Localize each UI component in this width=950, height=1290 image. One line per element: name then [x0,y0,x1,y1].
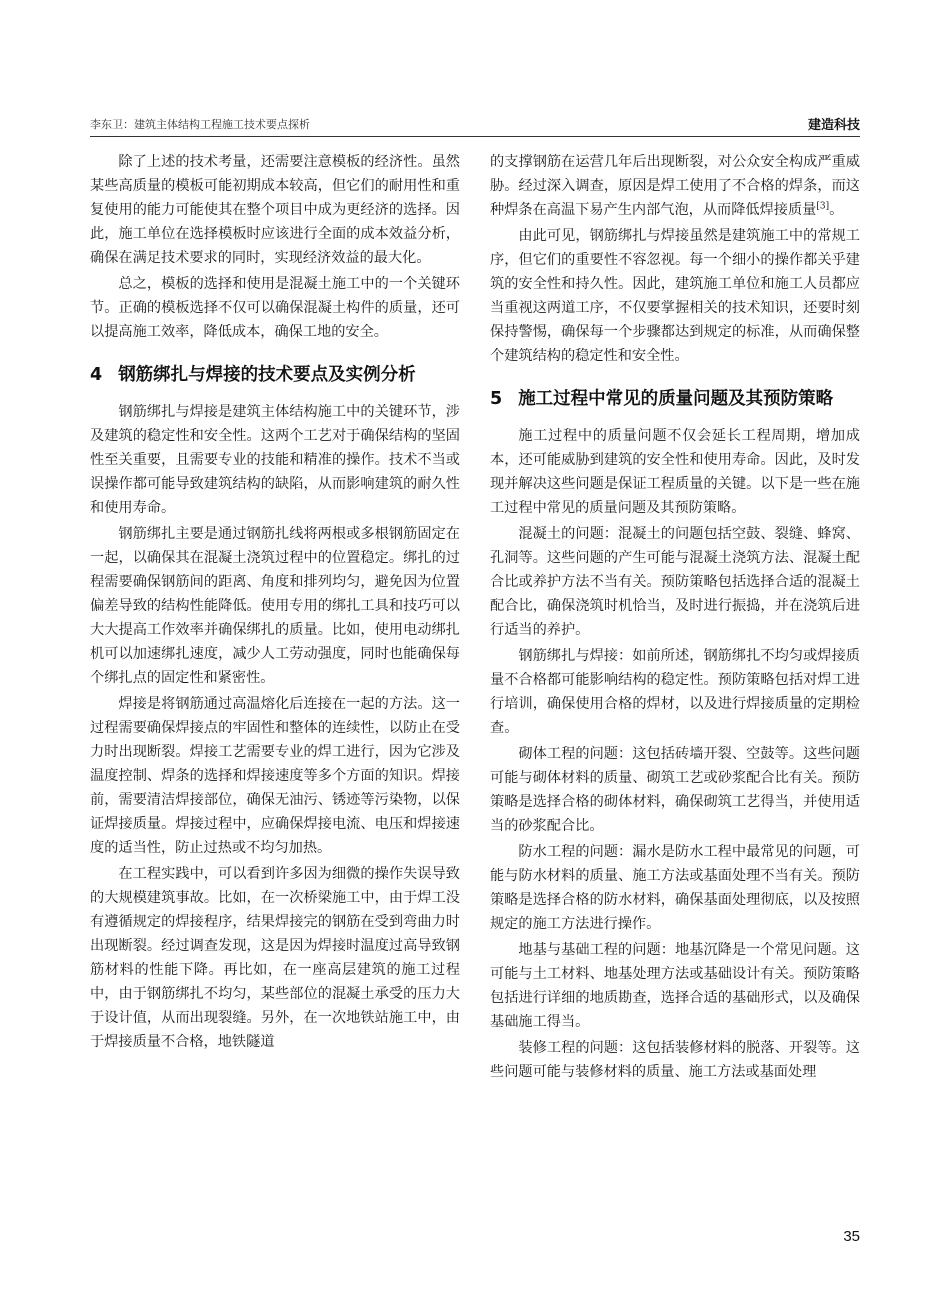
paragraph: 施工过程中的质量问题不仅会延长工程周期，增加成本，还可能威胁到建筑的安全性和使用寿命。因此，及时发现并解决这些问题是保证工程质量的关键。以下是一些在施工过程中常见的质量问题及其预防策略。 [490,428,860,516]
paragraph: 钢筋绑扎主要是通过钢筋扎线将两根或多根钢筋固定在一起，以确保其在混凝土浇筑过程中的位置稳定。绑扎的过程需要确保钢筋间的距离、角度和排列均匀，避免因为位置偏差导致的结构性能降低。使用专用的绑扎工具和技巧可以大大提高工作效率并确保绑扎的质量。比如，使用电动绑扎机可以加速绑扎速度，减少人工劳动强度，同时也能确保每个绑扎点的固定性和紧密性。 [90,526,460,686]
paragraph: 混凝土的问题：混凝土的问题包括空鼓、裂缝、蜂窝、孔洞等。这些问题的产生可能与混凝土浇筑方法、混凝土配合比或养护方法不当有关。预防策略包括选择合适的混凝土配合比，确保浇筑时机恰当，及时进行振捣，并在浇筑后进行适当的养护。 [490,526,860,638]
running-header [90,112,860,137]
paragraph: 焊接是将钢筋通过高温熔化后连接在一起的方法。这一过程需要确保焊接点的牢固性和整体的连续性，以防止在受力时出现断裂。焊接工艺需要专业的焊工进行，因为它涉及温度控制、焊条的选择和焊接速度等多个方面的知识。焊接前，需要清洁焊接部位，确保无油污、锈迹等污染物，以保证焊接质量。焊接过程中，应确保焊接电流、电压和焊接速度的适当性，防止过热或不均匀加热。 [90,696,460,856]
section-number: 4 [90,365,103,385]
page-number: 35 [843,1228,860,1245]
paragraph-text: 的支撑钢筋在运营几年后出现断裂，对公众安全构成严重威胁。经过深入调查，原因是焊工使用了不合格的焊条，而这种焊条在高温下易产生内部气泡，从而降低焊接质量 [490,154,860,218]
section-number: 5 [490,389,503,409]
paragraph-continued [490,150,860,222]
running-title: 李东卫：建筑主体结构工程施工技术要点探析 [90,118,310,131]
left-column [90,150,460,1056]
paragraph: 钢筋绑扎与焊接是建筑主体结构施工中的关键环节，涉及建筑的稳定性和安全性。这两个工艺对于确保结构的坚固性至关重要，且需要专业的技能和精准的操作。技术不当或误操作都可能导致建筑结构的缺陷，从而影响建筑的耐久性和使用寿命。 [90,404,460,516]
paragraph: 砌体工程的问题：这包括砖墙开裂、空鼓等。这些问题可能与砌体材料的质量、砌筑工艺或砂浆配合比有关。预防策略是选择合格的砌体材料，确保砌筑工艺得当，并使用适当的砂浆配合比。 [490,746,860,834]
paragraph: 防水工程的问题：漏水是防水工程中最常见的问题，可能与防水材料的质量、施工方法或基面处理不当有关。预防策略是选择合格的防水材料，确保基面处理彻底，以及按照规定的施工方法进行操作。 [490,844,860,932]
section-heading-4 [90,362,460,388]
paragraph: 装修工程的问题：这包括装修材料的脱落、开裂等。这些问题可能与装修材料的质量、施工方法或基面处理 [490,1040,860,1080]
paragraph: 总之，模板的选择和使用是混凝土施工中的一个关键环节。正确的模板选择不仅可以确保混凝土构件的质量，还可以提高施工效率，降低成本，确保工地的安全。 [90,276,460,340]
paragraph: 除了上述的技术考量，还需要注意模板的经济性。虽然某些高质量的模板可能初期成本较高，但它们的耐用性和重复使用的能力可能使其在整个项目中成为更经济的选择。因此，施工单位在选择模板时应该进行全面的成本效益分析，确保在满足技术要求的同时，实现经济效益的最大化。 [90,154,460,266]
paragraph: 由此可见，钢筋绑扎与焊接虽然是建筑施工中的常规工序，但它们的重要性不容忽视。每一个细小的操作都关乎建筑的安全性和持久性。因此，建筑施工单位和施工人员都应当重视这两道工序，不仅要掌握相关的技术知识，还要时刻保持警惕，确保每一个步骤都达到规定的标准，从而确保整个建筑结构的稳定性和安全性。 [490,228,860,364]
citation: [3] [816,201,830,212]
section-title: 施工过程中常见的质量问题及其预防策略 [518,389,834,409]
section-title: 钢筋绑扎与焊接的技术要点及实例分析 [118,365,416,385]
paragraph: 在工程实践中，可以看到许多因为细微的操作失误导致的大规模建筑事故。比如，在一次桥梁施工中，由于焊工没有遵循规定的焊接程序，结果焊接完的钢筋在受到弯曲力时出现断裂。经过调查发现，这是因为焊接时温度过高导致钢筋材料的性能下降。再比如，在一座高层建筑的施工过程中，由于钢筋绑扎不均匀，某些部位的混凝土承受的压力大于设计值，从而出现裂缝。另外，在一次地铁站施工中，由于焊接质量不合格，地铁隧道 [90,866,460,1050]
paragraph-end: 。 [829,202,844,218]
paragraph: 钢筋绑扎与焊接：如前所述，钢筋绑扎不均匀或焊接质量不合格都可能影响结构的稳定性。预防策略包括对焊工进行培训，确保使用合格的焊材，以及进行焊接质量的定期检查。 [490,648,860,736]
right-column [490,150,860,1086]
paragraph: 地基与基础工程的问题：地基沉降是一个常见问题。这可能与土工材料、地基处理方法或基础设计有关。预防策略包括进行详细的地质勘查，选择合适的基础形式，以及确保基础施工得当。 [490,942,860,1030]
section-heading-5 [490,386,860,412]
journal-name: 建造科技 [807,118,860,133]
